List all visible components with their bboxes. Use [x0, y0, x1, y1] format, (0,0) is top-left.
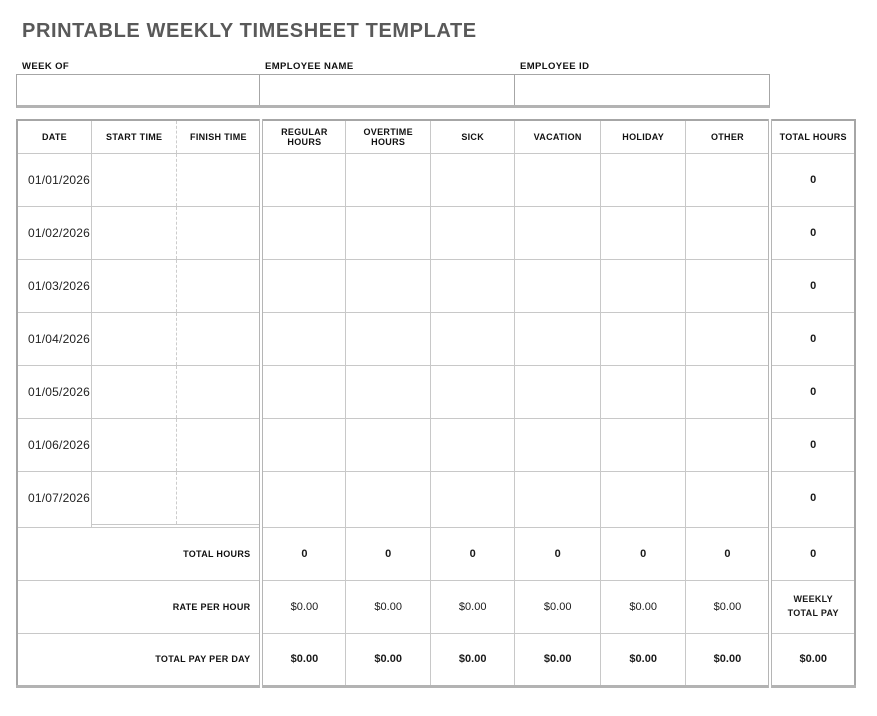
- weekly-total-pay-label: WEEKLY TOTAL PAY: [770, 580, 855, 633]
- rate-sick[interactable]: $0.00: [430, 580, 515, 633]
- holiday-cell[interactable]: [600, 365, 686, 418]
- regular-hours-cell[interactable]: [261, 418, 346, 471]
- total-pay-per-day-label: TOTAL PAY PER DAY: [17, 633, 261, 686]
- employee-id-input[interactable]: [515, 75, 769, 105]
- other-cell[interactable]: [686, 365, 771, 418]
- vacation-cell[interactable]: [515, 259, 601, 312]
- pay-sick: $0.00: [430, 633, 515, 686]
- holiday-cell[interactable]: [600, 471, 686, 524]
- finish-time-cell[interactable]: [177, 206, 262, 259]
- grand-total-hours: 0: [770, 527, 855, 580]
- holiday-cell[interactable]: [600, 259, 686, 312]
- vacation-cell[interactable]: [515, 312, 601, 365]
- pay-regular: $0.00: [261, 633, 346, 686]
- total-other: 0: [686, 527, 771, 580]
- total-holiday: 0: [600, 527, 686, 580]
- other-cell[interactable]: [686, 471, 771, 524]
- day-row: [17, 418, 855, 471]
- day-row: [17, 153, 855, 206]
- sick-cell[interactable]: [430, 259, 515, 312]
- overtime-hours-cell[interactable]: [346, 418, 431, 471]
- col-header-start-time: START TIME: [91, 120, 177, 153]
- rate-per-hour-row: [17, 580, 855, 633]
- col-header-total-hours: TOTAL HOURS: [770, 120, 855, 153]
- start-time-cell[interactable]: [91, 259, 177, 312]
- week-of-input[interactable]: [17, 75, 259, 105]
- employee-name-field[interactable]: [259, 75, 513, 105]
- week-of-field[interactable]: [17, 75, 259, 105]
- holiday-cell[interactable]: [600, 153, 686, 206]
- date-cell: 01/03/2026: [17, 259, 91, 312]
- col-header-other: OTHER: [686, 120, 771, 153]
- date-cell: 01/06/2026: [17, 418, 91, 471]
- finish-time-cell[interactable]: [177, 418, 262, 471]
- day-row: [17, 259, 855, 312]
- total-pay-per-day-row: [17, 633, 855, 686]
- page-title: PRINTABLE WEEKLY TIMESHEET TEMPLATE: [22, 20, 477, 42]
- rate-holiday[interactable]: $0.00: [600, 580, 686, 633]
- day-total-hours: 0: [770, 259, 855, 312]
- col-header-sick: SICK: [430, 120, 515, 153]
- start-time-cell[interactable]: [91, 312, 177, 365]
- employee-name-input[interactable]: [260, 75, 513, 105]
- start-time-cell[interactable]: [91, 418, 177, 471]
- employee-name-label: EMPLOYEE NAME: [265, 61, 354, 72]
- finish-time-cell[interactable]: [177, 312, 262, 365]
- timesheet-table: [16, 119, 856, 688]
- col-header-vacation: VACATION: [515, 120, 601, 153]
- header-fields: [16, 74, 770, 108]
- date-cell: 01/05/2026: [17, 365, 91, 418]
- pay-holiday: $0.00: [600, 633, 686, 686]
- col-header-date: DATE: [41, 131, 67, 142]
- day-total-hours: 0: [770, 312, 855, 365]
- holiday-cell[interactable]: [600, 206, 686, 259]
- regular-hours-cell[interactable]: [261, 259, 346, 312]
- other-cell[interactable]: [686, 312, 771, 365]
- pay-overtime: $0.00: [346, 633, 431, 686]
- regular-hours-cell[interactable]: [261, 153, 346, 206]
- sick-cell[interactable]: [430, 153, 515, 206]
- col-header-finish-time: FINISH TIME: [177, 120, 262, 153]
- pay-vacation: $0.00: [515, 633, 601, 686]
- finish-time-cell[interactable]: [177, 153, 262, 206]
- start-time-cell[interactable]: [91, 365, 177, 418]
- vacation-cell[interactable]: [515, 153, 601, 206]
- finish-time-cell[interactable]: [177, 365, 262, 418]
- day-total-hours: 0: [770, 206, 855, 259]
- week-of-label: WEEK OF: [22, 61, 70, 72]
- regular-hours-cell[interactable]: [261, 471, 346, 524]
- total-sick: 0: [430, 527, 515, 580]
- other-cell[interactable]: [686, 259, 771, 312]
- day-row: [17, 206, 855, 259]
- sick-cell[interactable]: [430, 471, 515, 524]
- sick-cell[interactable]: [430, 312, 515, 365]
- start-time-cell[interactable]: [91, 471, 177, 524]
- sick-cell[interactable]: [430, 206, 515, 259]
- day-row: [17, 365, 855, 418]
- overtime-hours-cell[interactable]: [346, 312, 431, 365]
- vacation-cell[interactable]: [515, 418, 601, 471]
- regular-hours-cell[interactable]: [261, 312, 346, 365]
- sick-cell[interactable]: [430, 365, 515, 418]
- header-field-labels: [16, 61, 770, 72]
- overtime-hours-cell[interactable]: [346, 471, 431, 524]
- other-cell[interactable]: [686, 206, 771, 259]
- total-vacation: 0: [515, 527, 601, 580]
- date-cell: 01/07/2026: [17, 471, 91, 524]
- date-cell: 01/01/2026: [17, 153, 91, 206]
- day-row: [17, 471, 855, 524]
- finish-time-cell[interactable]: [177, 471, 262, 524]
- employee-id-label: EMPLOYEE ID: [520, 61, 590, 72]
- holiday-cell[interactable]: [600, 418, 686, 471]
- day-total-hours: 0: [770, 365, 855, 418]
- vacation-cell[interactable]: [515, 365, 601, 418]
- weekly-total-pay-value: $0.00: [770, 633, 855, 686]
- overtime-hours-cell[interactable]: [346, 259, 431, 312]
- col-header-holiday: HOLIDAY: [600, 120, 686, 153]
- overtime-hours-cell[interactable]: [346, 153, 431, 206]
- col-header-overtime-hours: OVERTIME HOURS: [346, 120, 431, 153]
- regular-hours-cell[interactable]: [261, 365, 346, 418]
- total-overtime-hours: 0: [346, 527, 431, 580]
- vacation-cell[interactable]: [515, 206, 601, 259]
- day-total-hours: 0: [770, 471, 855, 524]
- other-cell[interactable]: [686, 418, 771, 471]
- overtime-hours-cell[interactable]: [346, 365, 431, 418]
- total-hours-label: TOTAL HOURS: [17, 527, 261, 580]
- employee-id-field[interactable]: [514, 75, 769, 105]
- col-header-regular-hours: REGULAR HOURS: [261, 120, 346, 153]
- date-cell: 01/02/2026: [17, 206, 91, 259]
- overtime-hours-cell[interactable]: [346, 206, 431, 259]
- rate-regular[interactable]: $0.00: [261, 580, 346, 633]
- pay-other: $0.00: [686, 633, 771, 686]
- rate-other[interactable]: $0.00: [686, 580, 771, 633]
- rate-vacation[interactable]: $0.00: [515, 580, 601, 633]
- start-time-cell[interactable]: [91, 153, 177, 206]
- date-cell: 01/04/2026: [17, 312, 91, 365]
- finish-time-cell[interactable]: [177, 259, 262, 312]
- day-row: [17, 312, 855, 365]
- sick-cell[interactable]: [430, 418, 515, 471]
- rate-overtime[interactable]: $0.00: [346, 580, 431, 633]
- holiday-cell[interactable]: [600, 312, 686, 365]
- total-regular-hours: 0: [261, 527, 346, 580]
- other-cell[interactable]: [686, 153, 771, 206]
- table-header-row: [17, 120, 855, 153]
- total-hours-row: [17, 527, 855, 580]
- vacation-cell[interactable]: [515, 471, 601, 524]
- rate-per-hour-label: RATE PER HOUR: [17, 580, 261, 633]
- regular-hours-cell[interactable]: [261, 206, 346, 259]
- day-total-hours: 0: [770, 418, 855, 471]
- start-time-cell[interactable]: [91, 206, 177, 259]
- day-total-hours: 0: [770, 153, 855, 206]
